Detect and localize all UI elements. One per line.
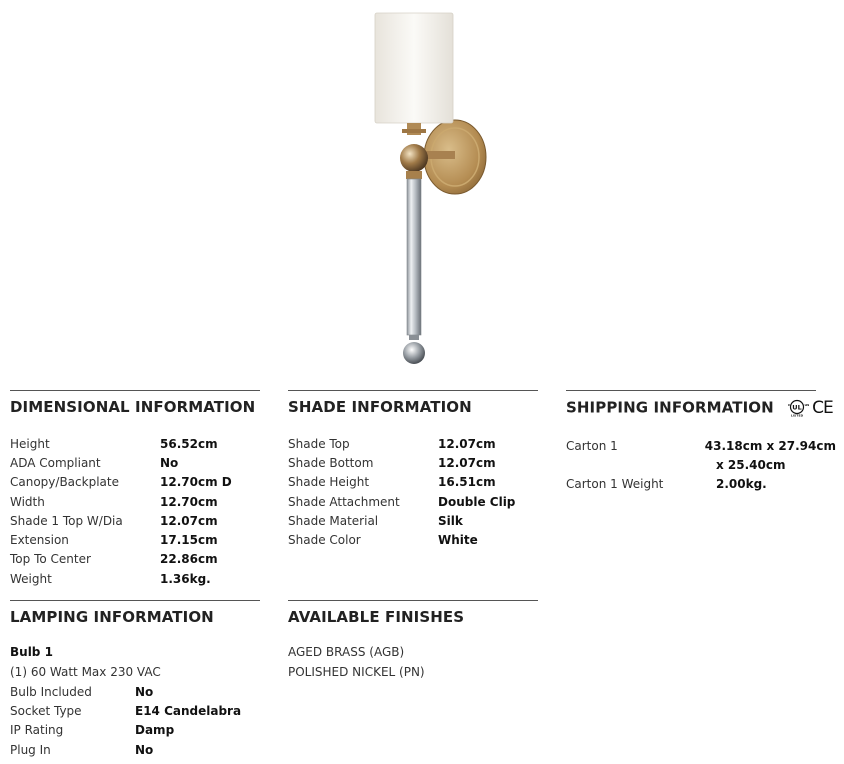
bulb-heading: Bulb 1: [10, 645, 53, 659]
finish-item: AGED BRASS (AGB): [288, 645, 405, 659]
spec-row: Bulb Included No: [10, 684, 154, 699]
spec-row: Height 56.52cm: [10, 436, 218, 451]
spec-row: x 25.40cm: [716, 457, 786, 472]
spec-row: IP Rating Damp: [10, 723, 175, 738]
shade-list: [288, 434, 538, 550]
spec-row: Width 12.70cm: [10, 494, 218, 509]
bulb-description: (1) 60 Watt Max 230 VAC: [10, 665, 161, 679]
divider: [566, 390, 816, 391]
spec-row: Weight 1.36kg.: [10, 571, 211, 586]
shipping-title: SHIPPING INFORMATION UL c us LISTED CE: [566, 398, 833, 418]
svg-text:UL: UL: [792, 403, 802, 412]
wall-sconce-product-image: [340, 5, 510, 370]
shade-section: [288, 390, 538, 550]
spec-row: Shade Material Silk: [288, 513, 463, 528]
dimensional-section: [10, 390, 260, 588]
spec-row: Shade Top 12.07cm: [288, 436, 496, 451]
dimensional-list: [10, 434, 260, 588]
finishes-list: [288, 642, 538, 682]
shade-title: SHADE INFORMATION: [288, 398, 472, 416]
dimensional-title: DIMENSIONAL INFORMATION: [10, 398, 256, 416]
lamping-section: [10, 600, 260, 759]
finishes-title: AVAILABLE FINISHES: [288, 608, 465, 626]
certification-marks: [787, 398, 833, 418]
svg-text:us: us: [804, 403, 810, 407]
spec-row: ADA Compliant No: [10, 455, 179, 470]
spec-row: Extension 17.15cm: [10, 533, 218, 548]
divider: [10, 390, 260, 391]
spec-row: Shade Bottom 12.07cm: [288, 455, 496, 470]
spec-row: Shade 1 Top W/Dia 12.07cm: [10, 513, 218, 528]
spec-row: Shade Height 16.51cm: [288, 475, 496, 490]
svg-text:c: c: [788, 403, 791, 407]
ce-mark-icon: CE: [812, 398, 833, 418]
spec-row: Canopy/Backplate 12.70cm D: [10, 475, 232, 490]
spec-row: Plug In No: [10, 742, 154, 757]
spec-row: Top To Center 22.86cm: [10, 552, 218, 567]
divider: [288, 390, 538, 391]
spec-row: Carton 1 Weight 2.00kg.: [566, 477, 767, 492]
finishes-section: [288, 600, 538, 682]
divider: [288, 600, 538, 601]
ul-listed-icon: [787, 399, 809, 417]
lamping-list: [10, 642, 260, 759]
shipping-list: [566, 436, 836, 494]
shipping-section: [566, 390, 836, 494]
spec-row: Carton 1 43.18cm x 27.94cm: [566, 438, 836, 453]
spec-row: Shade Attachment Double Clip: [288, 494, 516, 509]
spec-row: Shade Color White: [288, 533, 478, 548]
lamping-title: LAMPING INFORMATION: [10, 608, 214, 626]
spec-row: Socket Type E14 Candelabra: [10, 703, 242, 718]
finish-item: POLISHED NICKEL (PN): [288, 665, 425, 679]
svg-text:LISTED: LISTED: [790, 413, 804, 417]
divider: [10, 600, 260, 601]
